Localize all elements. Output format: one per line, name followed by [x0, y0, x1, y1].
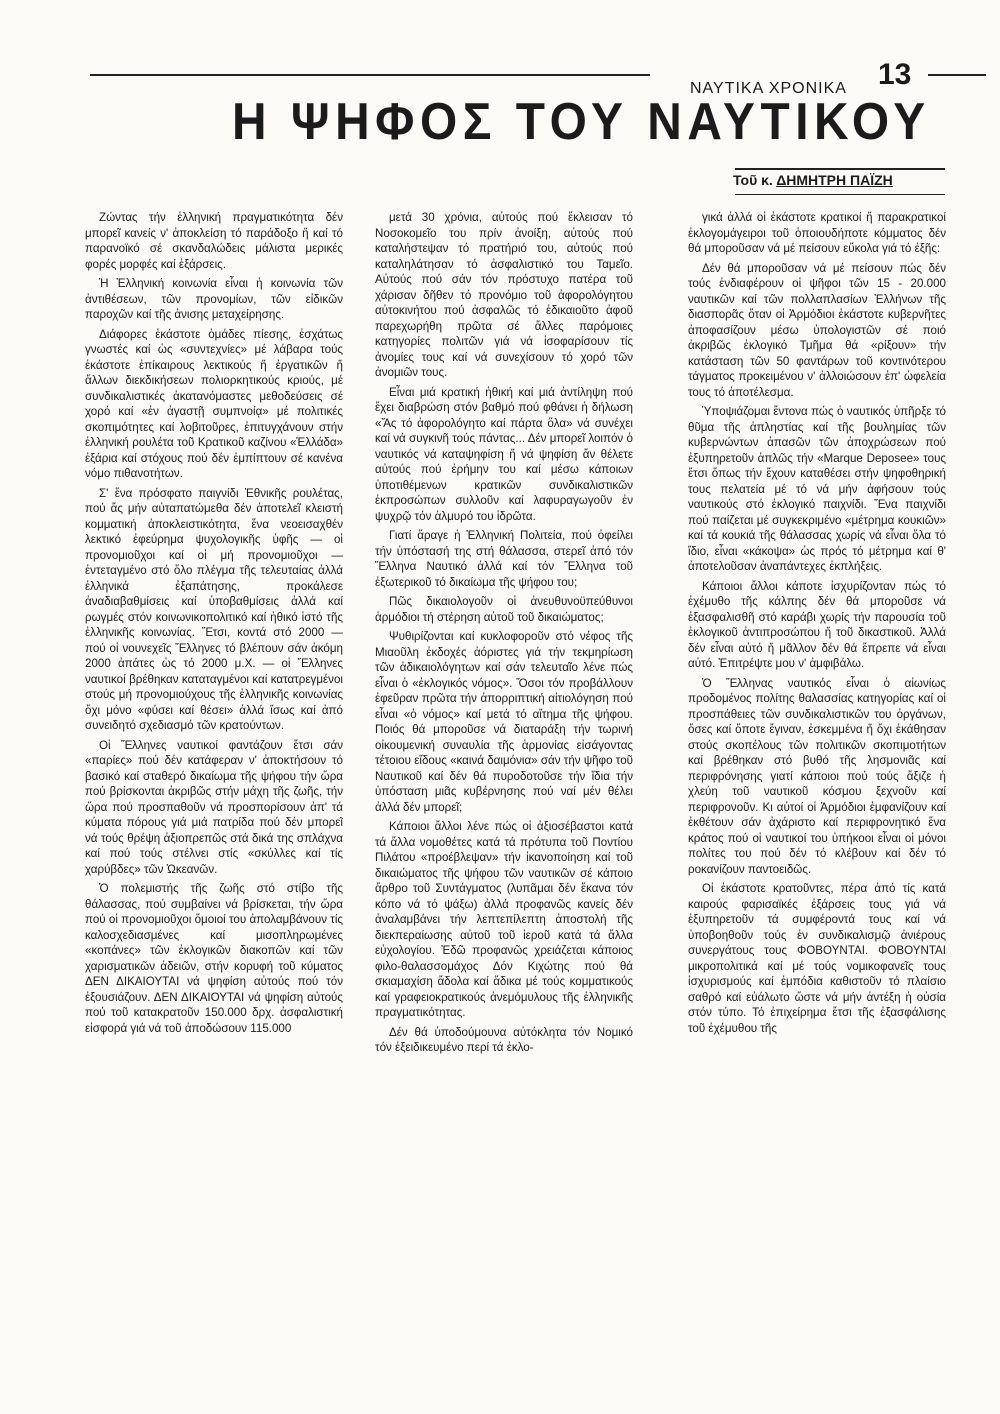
- article-paragraph: Οἱ ἑκάστοτε κρατοῦντες, πέρα ἀπό τίς κατά καιρούς φαρισαϊκές ἐξάρσεις τους γιά νά ἐξυπηρετοῦν τά συμφέροντά τους καί νά ὑποβοηθοῦν τούς ἐν συνδικαλισμῷ ἀνιέρους συνεργάτους τους ΦΟΒΟΥΝΤΑΙ. ΦΟΒΟΥΝΤΑΙ μικροπολιτικά καί μέ τούς νομικοφανεῖς τους ἰσχυρισμούς καί ἐμπόδια καθιστοῦν τό πλαίσιο σαθρό καί εὐάλωτο ὥστε νά μήν ἀντέξη ἡ οὐσία στόν τύπο. Τό ἐπιχείρημα ἔτσι τῆς ἐξασφάλισης τοῦ ἐχέμυθου τῆς: [688, 882, 946, 1035]
- article-title: Η ΨΗΦΟΣ ΤΟΥ ΝΑΥΤΙΚΟΥ: [232, 93, 931, 151]
- article-paragraph: Κάποιοι ἄλλοι κάποτε ἰσχυρίζονταν πώς τό ἐχέμυθο τῆς κάλπης δέν θά μποροῦσε νά ἐξασφαλισθῆ στό καράβι χωρίς τήν παρουσία τοῦ ἐκλογικοῦ ἀντιπροσώπου ἤ τοῦ δικαστικοῦ. Ἀλλά δέν εἶναι αὐτό ἤ μᾶλλον δέν θά ἔπρεπε νά εἶναι αὐτό. Ἐπιτρέψτε μου ν' ἀμφιβάλω.: [688, 579, 946, 670]
- header-rule-right: [928, 74, 986, 76]
- article-column-3: [688, 210, 946, 1395]
- article-paragraph: Πῶς δικαιολογοῦν οἱ ἀνευθυνοϋπεύθυνοι ἁρμόδιοι τή στέρηση αὐτοῦ τοῦ δικαιώματος;: [375, 595, 633, 624]
- author-prefix: Τοῦ κ.: [733, 172, 773, 188]
- page-number: 13: [878, 58, 912, 91]
- magazine-name: ΝΑΥΤΙΚΑ ΧΡΟΝΙΚΑ: [690, 80, 847, 97]
- article-column-1: [85, 210, 343, 1395]
- article-paragraph: Κάποιοι ἄλλοι λένε πώς οἱ ἀξιοσέβαστοι κατά τά ἄλλα νομοθέτες κατά τά πρότυπα τοῦ Ποντίου Πιλάτου «προέβλεψαν» τήν ἱκανοποίηση καί τοῦ δικαιώματος τῆς ψήφου τῶν ναυτικῶν σέ κάποιο ἄρθρο τοῦ Συντάγματος (λυπᾶμαι δέν ἔκανα τόν κόπο νά τό ψάξω) ἀλλά προφανῶς κανείς δέν ἀναλαμβάνει τήν λεπτεπίλεπτη ἀποστολή τῆς διεκπεραίωσης αὐτοῦ τοῦ ἱεροῦ κατά τά ἄλλα εὐχολογίου. Ἐδῶ προφανῶς χρειάζεται κάποιος φιλο-θαλασσομάχος Δόν Κιχώτης πού θά σκιαμαχίση ἄδολα καί ἄδικα μέ τούς κομματικούς καί γραφειοκρατικούς ἀνεμόμυλους τῆς ἑλληνικῆς πραγματικότητας.: [375, 820, 633, 1019]
- article-column-2: [375, 210, 633, 1395]
- article-paragraph: Εἶναι μιά κρατική ἠθική καί μιά ἀντίληψη πού ἔχει διαβρώση στόν βαθμό πού φθάνει ἡ δήλωση «Ἄς τό ἀφορολόγητο καί πάρτα ὅλα» νά συνέχει καί νά συγκινῆ τούς πάντας... Δέν μπορεῖ λοιπόν ὁ ναυτικός νά καταψηφίση ἤ νά ψηφίση ἄν θέλετε αὐτούς πού ἐρήμην του καί μέσω κάποιων ὑποτιθέμενων κρατικῶν συνδικαλιστικῶν ἐκπροσώπων συλλοῦν καί λαφυραγωγοῦν ἐν ψυχρῷ τόν ἁλμυρό του ἱδρῶτα.: [375, 385, 633, 523]
- author-rule-top: [735, 168, 945, 170]
- article-paragraph: Σ' ἕνα πρόσφατο παιγνίδι Ἐθνικῆς ρουλέτας, πού ἄς μήν αὐταπατώμεθα δέν ἀποτελεῖ κλειστή κομματική ἀποκλειστικότητα, ἕνα νεοεισαχθέν λεκτικό ἐφεύρημα ψυχολογικῆς ὑφῆς — οἱ προνομιοῦχοι καί οἱ μή προνομιοῦχοι — ἐντεταγμένο στό ὅλο πλέγμα τῆς τελευταίας ἀλλά ἑλληνικά ἐξαπάτησης, προκάλεσε ἀναδιαβαθμίσεις καί ὑποβαθμίσεις ἀλλά καί ρωγμές στόν κοινωνικοπολιτικό καί ἠθικό ἱστό τῆς ἑλληνικῆς κοινωνίας. Ἔτσι, κοντά στό 2000 — πού οἱ νουνεχεῖς Ἕλληνες τό βλέπουν σάν ἀκόμη 2000 ἀπάτες ὡς τό 2000 μ.Χ. — οἱ Ἕλληνες ναυτικοί βρέθηκαν καταταγμένοι καί κατατρεγμένοι στούς μή προνομιούχους τῆς ἑλληνικῆς κοινωνίας ὄχι μόνο «φύσει καί θέσει» ἀλλά ἴσως καί ἀπό συνειδητό σχεδιασμό τῶν κρατούντων.: [85, 486, 343, 732]
- article-paragraph: Οἱ Ἕλληνες ναυτικοί φαντάζουν ἔτσι σάν «παρίες» πού δέν κατάφεραν ν' ἀποκτήσουν τό βασικό καί σταθερό δικαίωμα τῆς ψήφου τήν ὥρα πού βρίσκονται ἀκριβῶς στήν μάχη τῆς ζωῆς, τήν ὥρα πού προσπαθοῦν νά προσπορίσουν ἀπ' τά κύματα πόρους γιά μιά πατρίδα πού δέν μπορεῖ νά τούς θρέψη ἀξιοπρεπῶς στά δικά της σπλάχνα καί πού τούς στέλνει στίς «σκύλλες καί τίς χαρύβδες» τῶν Ὠκεανῶν.: [85, 738, 343, 876]
- article-paragraph: γικά ἀλλά οἱ ἑκάστοτε κρατικοί ἤ παρακρατικοί ἐκλογομάγειροι τοῦ ὁποιουδήποτε κόμματος δέν θά μποροῦσαν νά μέ πείσουν εὔκολα γιά τό ἐξῆς:: [688, 211, 946, 255]
- article-paragraph: Ψυθιρίζονται καί κυκλοφοροῦν στό νέφος τῆς Μιαοῦλη ἐκδοχές ἀόριστες γιά τήν τεκμηρίωση τῶν ἀδικαιολόγητων καί σάν τελευταῖο λένε πώς εἶναι ὁ «ἐκλογικός νόμος». Ὅσοι τόν προβάλλουν ἐφεῦραν πρῶτα τήν ἀπορριπτική αἰτιολόγηση πού εἶναι «ὁ νόμος» καί μετά τό αἴτημα τῆς ψήφου. Ποιός θά μποροῦσε νά διαταράξη τήν τωρινή οἰκουμενική συναυλία τῆς ἁρμονίας εἰσάγοντας τέτοιου εἴδους «καινά δαιμόνια» σάν τήν ψῆφο τοῦ Ναυτικοῦ καί δέν θά πυροδοτοῦσε τήν ἴδια τήν ὑπόσταση μιᾶς κυβέρνησης πού ναί μέν θέλει ἀλλά δέν μπορεῖ;: [375, 630, 633, 814]
- article-paragraph: Γιατί ἄραγε ἡ Ἑλληνική Πολιτεία, πού ὀφείλει τήν ὑπόστασή της στή θάλασσα, στερεῖ ἀπό τόν Ἕλληνα Ναυτικό ἀλλά καί τόν Ἕλληνα τοῦ ἐξωτερικοῦ τό δικαίωμα τῆς ψήφου του;: [375, 529, 633, 589]
- article-paragraph: Ὑποψιάζομαι ἔντονα πώς ὁ ναυτικός ὑπῆρξε τό θῦμα τῆς ἀπληστίας καί τῆς βουλημίας τῶν κυβερνώντων ἀπασῶν τῶν ἀποχρώσεων πού ἐξυπηρετοῦν ἁπλῶς τήν «Marque Deposee» τους ἔτσι ὅπως τήν ἔχουν καταθέσει στήν ψηφοθηρική τους πελατεία μέ τό νά μήν ἀφήσουν τούς ναυτικούς στό ἐκλογικό παιχνίδι. Ἕνα παιχνίδι πού παίζεται μέ συγκεκριμένο «μέτρημα κουκιῶν» καί τά κουκιά τῆς θάλασσας χωρίς νά εἶναι ὅλα τό ἴδιο, εἶναι «κάκοψα» ὡς πρός τό μέτρημα καί θ' ἀποτελοῦσαν ἀναπάντεχες ἐκπλήξεις.: [688, 405, 946, 573]
- article-paragraph: μετά 30 χρόνια, αὐτούς πού ἔκλεισαν τό Νοσοκομεῖο του πρίν ἀνοίξη, αὐτούς πού καταλήστεψαν τό πρατήριό του, αὐτούς πού καταληλάτησαν τό ἀσφαλιστικό του Ταμεῖο. Αὐτούς πού σάν τόν πρόστυχο πατέρα τοῦ χάρισαν δῆθεν τό προνόμιο τοῦ ἀφορολόγητου αὐτοκινήτου πού ἀσφαλῶς τό ἐδικαιοῦτο ἀφοῦ παρεχωρήθη πρῶτα σέ ἄλλες παρόμοιες κατηγορίες πολιτῶν γιά νά ἰσοφαρίσουν τίς ἀνομίες τους καί νά συνεχίσουν τό χορό τῶν ἀνομιῶν τους.: [375, 211, 633, 379]
- author-byline: [733, 172, 893, 188]
- article-paragraph: Ὁ Ἕλληνας ναυτικός εἶναι ὁ αἰωνίως προδομένος πολίτης θαλασσίας κατηγορίας καί οἱ προσπάθειες τῶν συνδικαλιστικῶν του ὀργάνων, ὅσες καί ὅποτε ἔγιναν, ἐσκεμμένα ἤ ὄχι ἐκάθησαν στούς σκοπέλους τῶν πολιτικῶν σκοπιμοτήτων καί βρέθηκαν στό βυθό τῆς λησμονιᾶς καί περιφρόνησης γιατί κάποιοι πού τούς ἄξιζε ἡ χλεύη τοῦ ναυτικοῦ κόσμου ξεχνοῦν καί περιφρονοῦν. Κι αὐτοί οἱ Ἀρμόδιοι ἐμφανίζουν καί ἐκθέτουν σάν ἀχάριστο καί περιφρονητικό ἕνα κράτος πού οἱ ναυτικοί του ὑπήκοοι εἶναι οἱ μόνοι πολίτες του πού δέν τό κλέβουν καί δέν τό ροκανίζουν παντοειδῶς.: [688, 676, 946, 876]
- article-paragraph: Διάφορες ἑκάστοτε ὁμάδες πίεσης, ἐσχάτως γνωστές καί ὡς «συντεχνίες» μέ λάβαρα τούς ἑκάστοτε ἐπίκαιρους λεκτικούς ἤ ἐργατικῶν ἤ ἄλλων διεκδικήσεων πολιορκητικούς κριούς, μέ συνδικαλιστικές ἀκατανόμαστες μεθοδεύσεις σέ χορό καί «ἐν ἀγαστῇ συμπνοίᾳ» μέ πολιτικές σκοπιμότητες καί λοβιτοῦρες, ἐπιτυγχάνουν στήν ἑλληνική ρουλέτα τοῦ Κρατικοῦ καζίνου «Ἑλλάδα» ἐξάρια καί στόχους πού δέν ἐμπίπτουν σέ κανένα νόμο πιθανοτήτων.: [85, 327, 343, 480]
- author-rule-bottom: [735, 194, 945, 195]
- article-paragraph: Ἡ Ἑλληνική κοινωνία εἶναι ἡ κοινωνία τῶν ἀντιθέσεων, τῶν προνομίων, τῶν εἰδικῶν παροχῶν καί τῆς ἀνισης μεταχείρησης.: [85, 277, 343, 321]
- author-name: ΔΗΜΗΤΡΗ ΠΑΪΖΗ: [776, 172, 893, 188]
- article-paragraph: Δέν θά μποροῦσαν νά μέ πείσουν πώς δέν τούς ἐνδιαφέρουν οἱ ψῆφοι τῶν 15 - 20.000 ναυτικῶν καί τῶν πολλαπλασίων Ἑλλήνων τῆς διασπορᾶς ὅταν οἱ Ἀρμόδιοι ἑκάστοτε κυβερνῆτες ἀποφασίζουν μέσω ὑπολογιστῶν σέ ποιό ἀκριβῶς ἐκλογικό Τμῆμα θά «ρίξουν» τήν κατάσταση τῶν 50 φαντάρων τοῦ κοντινότερου τάγματος προκειμένου ν' ἀλλοιώσουν ἐπ' ὠφελεία τους τό ἀποτέλεσμα.: [688, 261, 946, 399]
- article-paragraph: Ζώντας τήν ἑλληνική πραγματικότητα δέν μπορεῖ κανείς ν' ἀποκλείση τό παράδοξο ἤ καί τό παρανοϊκό σέ σκανδαλώδεις μάλιστα μερικές φορές μορφές καί ἐξάρσεις.: [85, 211, 343, 271]
- article-paragraph: Ὁ πολεμιστής τῆς ζωῆς στό στίβο τῆς θάλασσας, πού συμβαίνει νά βρίσκεται, τήν ὥρα πού οἱ προνομιοῦχοι ὅμοιοί του ἀπολαμβάνουν τίς καλοσχεδιασμένες καί μισοπληρωμένες «κοπάνες» τῶν ἐκλογικῶν διακοπῶν καί τῶν χαρισματικῶν ἀδειῶν, στήν κορυφή τοῦ κύματος ΔΕΝ ΔΙΚΑΙΟΥΤΑΙ νά ψηφίση αὐτούς πού τόν ἐξουσιάζουν. ΔΕΝ ΔΙΚΑΙΟΥΤΑΙ νά ψηφίση αὐτούς πού τοῦ κατακρατοῦν 150.000 δρχ. ἀσφαλιστική εἰσφορά γιά νά τοῦ ἀποδώσουν 115.000: [85, 882, 343, 1035]
- header-rule-left: [90, 74, 650, 76]
- article-paragraph: Δέν θά ὑποδούμουνα αὐτόκλητα τόν Νομικό τόν ἐξειδικευμένο περί τά ἐκλο-: [375, 1025, 633, 1054]
